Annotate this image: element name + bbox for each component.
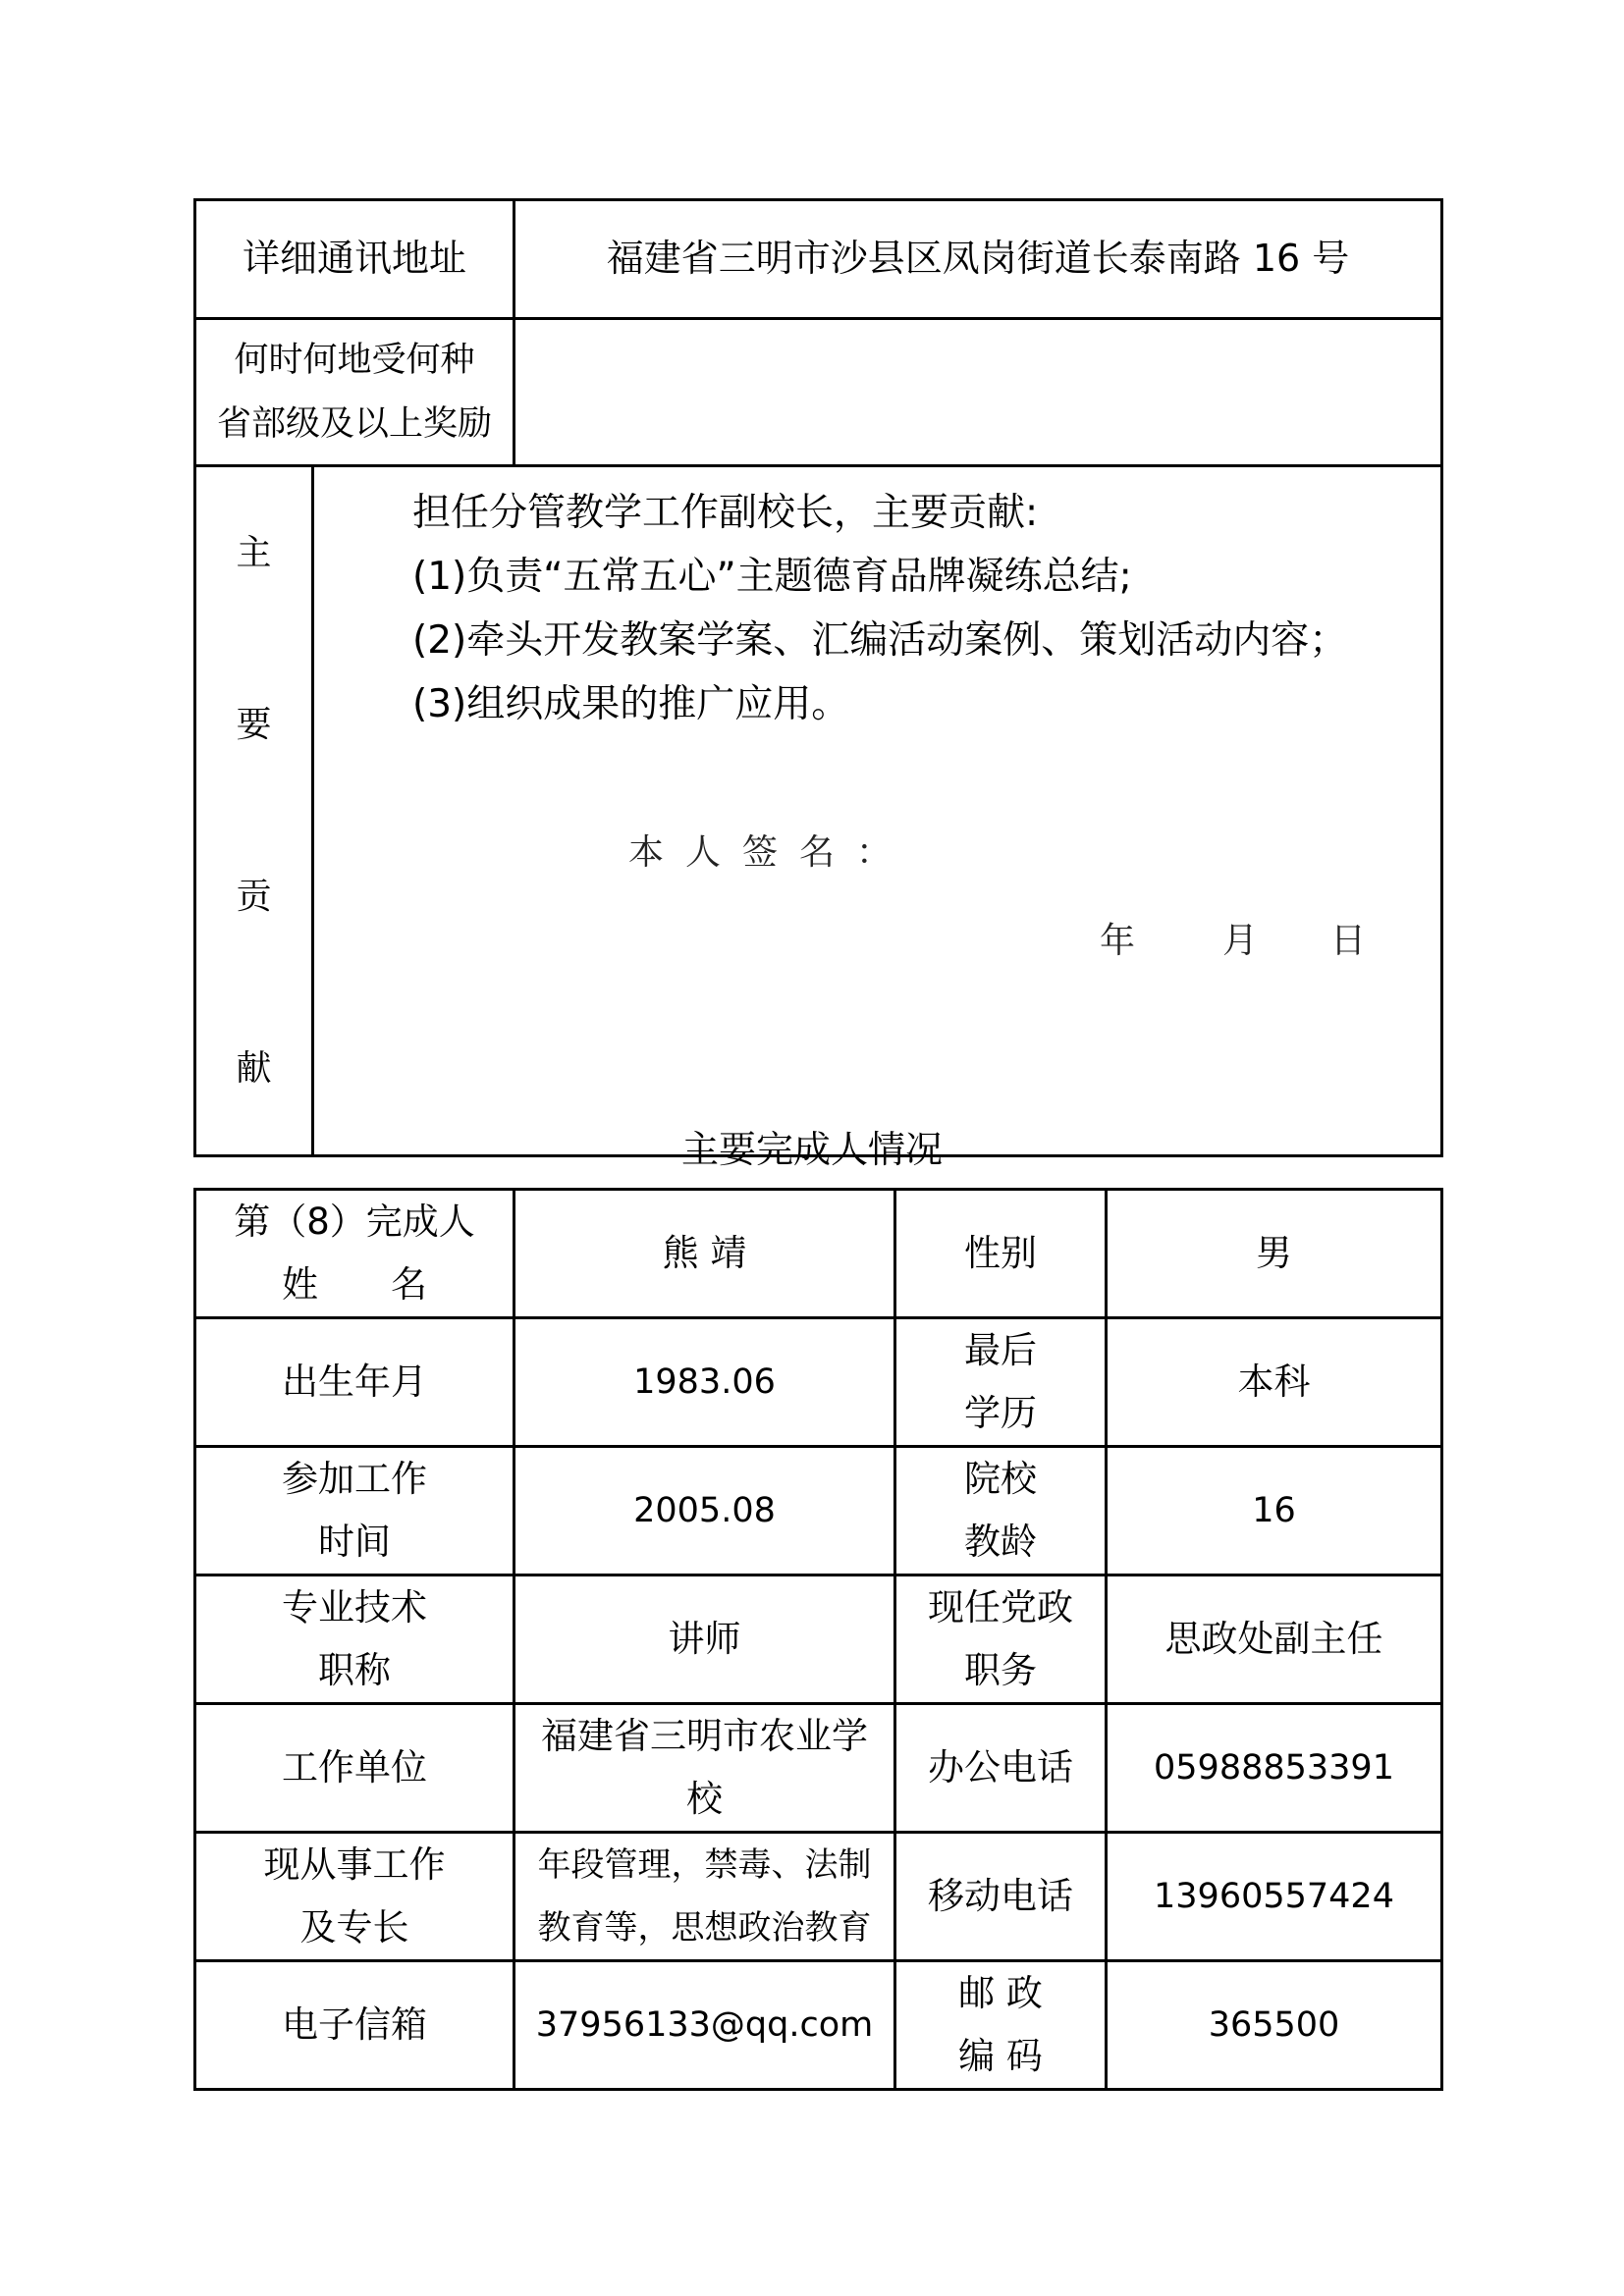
contribution-label: [195, 466, 313, 1156]
position-label-line-2: 职务: [964, 1649, 1037, 1691]
employer-value-line-1: 福建省三明市农业学: [541, 1715, 868, 1757]
award-label: [195, 319, 514, 466]
education-value: 本科: [1107, 1318, 1442, 1447]
specialty-value-line-2: 教育等，思想政治教育: [537, 1908, 872, 1948]
name-label: 姓 名: [282, 1263, 427, 1306]
gender-label: 性别: [895, 1190, 1107, 1318]
specialty-label: [195, 1833, 514, 1961]
signature-label: 本人签名：: [628, 832, 914, 873]
contribution-line: (3)组织成果的推广应用。: [412, 682, 850, 726]
education-label-line-1: 最后: [964, 1329, 1037, 1371]
award-label-line-2: 省部级及以上奖励: [217, 403, 493, 444]
specialty-label-line-1: 现从事工作: [263, 1843, 446, 1886]
office-phone-value: 05988853391: [1107, 1704, 1442, 1833]
contribution-label-char: 贡: [236, 877, 272, 917]
teaching-years-label-line-2: 教龄: [964, 1521, 1037, 1563]
table-row: [195, 1318, 1442, 1447]
table-row: [195, 1190, 1442, 1318]
contribution-label-char: 主: [236, 533, 272, 573]
email-value: 37956133@qq.com: [514, 1961, 895, 2090]
position-value: 思政处副主任: [1107, 1575, 1442, 1704]
mobile-phone-label: 移动电话: [895, 1833, 1107, 1961]
contribution-text: [412, 481, 1347, 736]
position-label-line-1: 现任党政: [928, 1586, 1073, 1629]
contribution-line: 担任分管教学工作副校长，主要贡献:: [412, 491, 1039, 535]
contribution-label-char: 要: [236, 705, 272, 745]
address-label: 详细通讯地址: [195, 200, 514, 319]
award-value: [514, 319, 1442, 466]
work-start-label: [195, 1447, 514, 1575]
education-label-line-2: 学历: [964, 1392, 1037, 1434]
date-year: 年: [1100, 921, 1136, 961]
title-label-line-2: 职称: [318, 1649, 391, 1691]
employer-label: 工作单位: [195, 1704, 514, 1833]
award-label-line-1: 何时何地受何种: [234, 340, 475, 380]
date-day: 日: [1330, 921, 1367, 961]
specialty-label-line-2: 及专长: [299, 1906, 409, 1949]
table-row: [195, 1447, 1442, 1575]
contribution-line: (2)牵头开发教案学案、汇编活动案例、策划活动内容；: [412, 618, 1348, 663]
table-row: [195, 1833, 1442, 1961]
contribution-table: [193, 198, 1443, 1157]
title-label: [195, 1575, 514, 1704]
contribution-content: [313, 466, 1442, 1156]
teaching-years-label: [895, 1447, 1107, 1575]
address-value: 福建省三明市沙县区凤岗街道长泰南路 16 号: [514, 200, 1442, 319]
email-label: 电子信箱: [195, 1961, 514, 2090]
work-start-value: 2005.08: [514, 1447, 895, 1575]
position-label: [895, 1575, 1107, 1704]
work-start-label-line-1: 参加工作: [282, 1458, 427, 1500]
table-row: [195, 1704, 1442, 1833]
office-phone-label: 办公电话: [895, 1704, 1107, 1833]
gender-value: 男: [1107, 1190, 1442, 1318]
title-value: 讲师: [514, 1575, 895, 1704]
title-label-line-1: 专业技术: [282, 1586, 427, 1629]
teaching-years-value: 16: [1107, 1447, 1442, 1575]
specialty-value: [514, 1833, 895, 1961]
work-start-label-line-2: 时间: [318, 1521, 391, 1563]
postal-code-label: [895, 1961, 1107, 2090]
contribution-line: (1)负责“五常五心”主题德育品牌凝练总结;: [412, 555, 1132, 599]
postal-code-value: 365500: [1107, 1961, 1442, 2090]
rank-name-label: [195, 1190, 514, 1318]
rank-label: 第（8）完成人: [234, 1201, 475, 1243]
employer-value: [514, 1704, 895, 1833]
postal-code-label-line-2: 编 码: [958, 2035, 1043, 2077]
name-value: 熊 靖: [514, 1190, 895, 1318]
employer-value-line-2: 校: [686, 1778, 723, 1820]
table-row: [195, 1575, 1442, 1704]
section-title: 主要完成人情况: [680, 1128, 943, 1171]
birth-value: 1983.06: [514, 1318, 895, 1447]
person-info-table: [193, 1188, 1443, 2091]
table-row: [195, 1961, 1442, 2090]
contribution-label-char: 献: [236, 1048, 272, 1089]
mobile-phone-value: 13960557424: [1107, 1833, 1442, 1961]
date-month: 月: [1222, 921, 1259, 961]
teaching-years-label-line-1: 院校: [964, 1458, 1037, 1500]
postal-code-label-line-1: 邮 政: [958, 1972, 1043, 2014]
education-label: [895, 1318, 1107, 1447]
specialty-value-line-1: 年段管理，禁毒、法制: [537, 1845, 872, 1885]
birth-label: 出生年月: [195, 1318, 514, 1447]
